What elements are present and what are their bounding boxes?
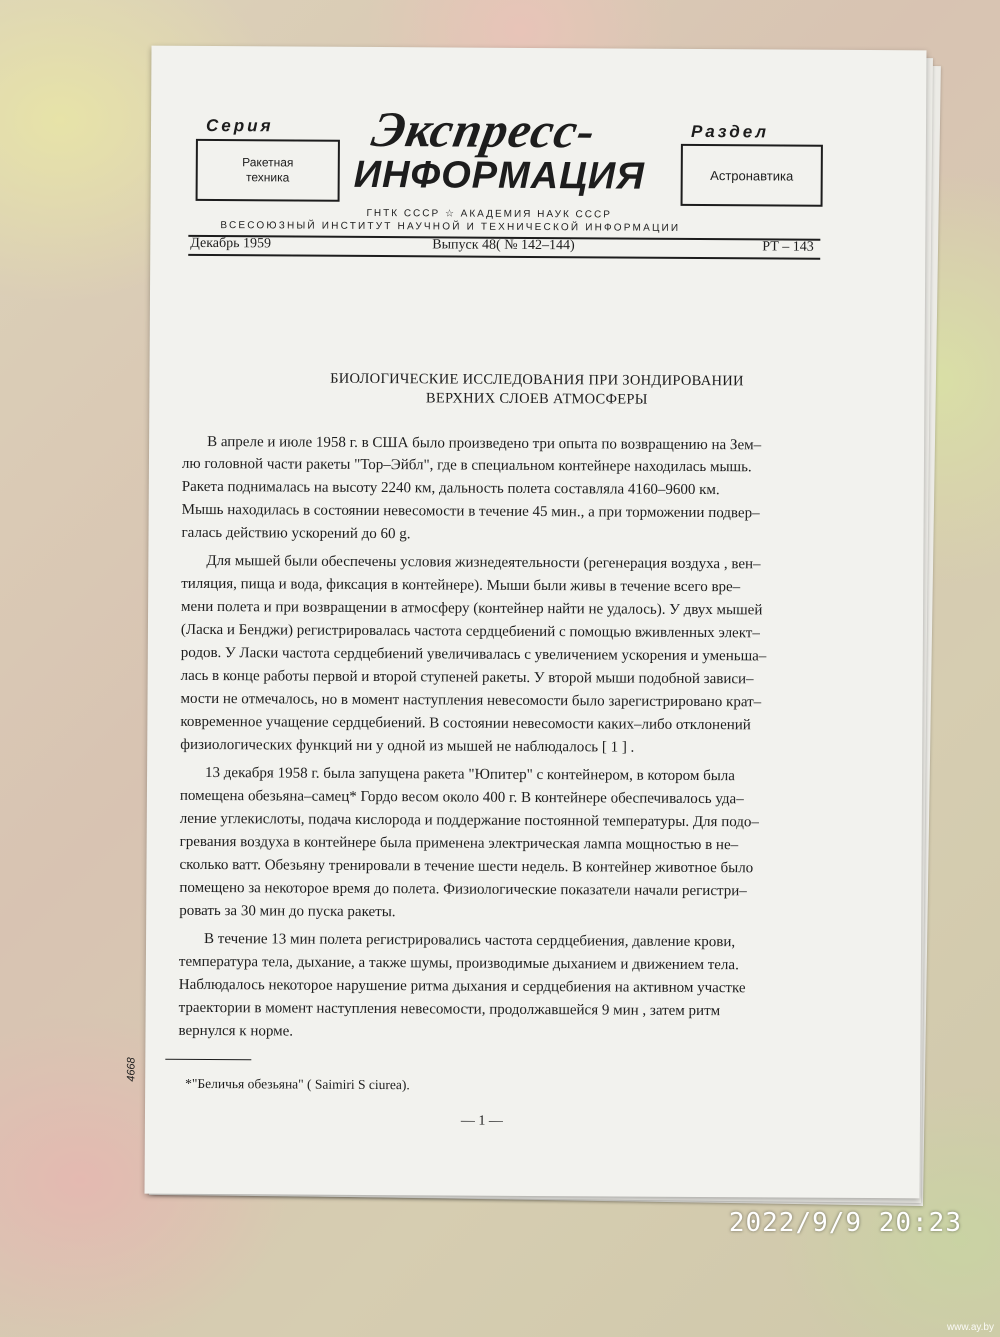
- article-title: [149, 369, 924, 412]
- body-line: Ракета поднималась на высоту 2240 км, дальность полета составляла 4160–9600 км.: [181, 478, 720, 499]
- margin-number: 4668: [125, 1057, 138, 1082]
- body-line: Для мышей были обеспечены условия жизнедеятельности (регенерация воздуха , вен–: [206, 552, 761, 573]
- series-value-line1: Ракетная: [242, 155, 294, 170]
- body-line: ровать за 30 мин до пуска ракеты.: [179, 902, 396, 921]
- body-line: мени полета и при возвращении в атмосферу (контейнер найти не удалось). У двух мышей: [181, 598, 763, 619]
- issue-date: Декабрь 1959: [190, 235, 272, 252]
- article-title-line2: ВЕРХНИХ СЛОЕВ АТМОСФЕРЫ: [425, 390, 648, 408]
- body-line: помещено за некоторое время до полета. Физиологические показатели начали регистри–: [179, 879, 747, 900]
- org-line2: ВСЕСОЮЗНЫЙ ИНСТИТУТ НАУЧНОЙ И ТЕХНИЧЕСКОЙ ИНФОРМАЦИИ: [220, 220, 681, 234]
- body-line: Наблюдалось некоторое нарушение ритма дыхания и сердцебиения на активном участке: [178, 976, 746, 997]
- body-line: физиологических функций ни у одной из мышей не наблюдалось [ 1 ] .: [180, 736, 635, 756]
- body-line: лась в конце работы первой и второй ступеней ракеты. У второй мыши подобной зависи–: [180, 667, 754, 688]
- body-line: ковременное учащение сердцебиений. В состоянии невесомости каких–либо отклонений: [180, 713, 751, 734]
- series-box: [196, 139, 340, 202]
- body-line: траектории в момент наступления невесомости, продолжавшейся 9 мин , затем ритм: [178, 999, 721, 1020]
- org-line1: ГНТК СССР ☆ АКАДЕМИЯ НАУК СССР: [366, 207, 612, 221]
- body-line: лю головной части ракеты "Тор–Эйбл", где в специальном контейнере находилась мышь.: [181, 455, 752, 476]
- footnote: *"Беличья обезьяна" ( Saimiri S ciurea).: [185, 1075, 410, 1093]
- article-title-line1: БИОЛОГИЧЕСКИЕ ИССЛЕДОВАНИЯ ПРИ ЗОНДИРОВАНИИ: [330, 370, 744, 390]
- body-line: гревания воздуха в контейнере была применена электрическая лампа мощностью в не–: [179, 833, 739, 854]
- photo-timestamp: 2022/9/9 20:23: [728, 1208, 962, 1238]
- section-value: Астронавтика: [710, 167, 794, 184]
- body-line: В апреле и июле 1958 г. в США было произведено три опыта по возвращению на Зем–: [207, 433, 762, 454]
- title-line2: ИНФОРМАЦИЯ: [353, 153, 646, 198]
- section-label: Раздел: [690, 121, 770, 142]
- body-line: тиляция, пища и вода, фиксация в контейнере). Мыши были живы в течение всего вре–: [181, 575, 741, 596]
- body-line: В течение 13 мин полета регистрировались частота сердцебиения, давление крови,: [204, 930, 736, 951]
- body-line: (Ласка и Бенджи) регистрировалась частота сердцебиений с помощью вживленных элект–: [180, 621, 760, 642]
- header-bottom-rule: [188, 254, 820, 260]
- title-line1: Экспресс-: [367, 101, 601, 159]
- body-line: 13 декабря 1958 г. была запущена ракета "Юпитер" с контейнером, в котором была: [205, 764, 736, 785]
- body-line: вернулся к норме.: [178, 1022, 294, 1040]
- body-line: сколько ватт. Обезьяну тренировали в течение шести недель. В контейнер животное было: [179, 856, 754, 877]
- site-watermark: www.ay.by: [946, 1322, 994, 1333]
- body-line: ление углекислоты, подача кислорода и поддержание постоянной температуры. Для подо–: [179, 810, 760, 831]
- issue-number: Выпуск 48( № 142–144): [432, 237, 575, 254]
- series-label: Серия: [205, 115, 274, 136]
- document-code: РТ – 143: [762, 239, 814, 255]
- body-line: родов. У Ласки частота сердцебиений увеличивалась с увеличением ускорения и уменьша–: [180, 644, 767, 665]
- body-line: помещена обезьяна–самец* Гордо весом около 400 г. В контейнере обеспечивалось уда–: [179, 787, 744, 808]
- document-page: [125, 46, 927, 1199]
- page-number: — 1 —: [460, 1113, 503, 1129]
- body-line: галась действию ускорений до 60 g.: [181, 524, 411, 543]
- footnote-rule: [165, 1059, 251, 1061]
- body-line: Мышь находилась в состоянии невесомости в течение 45 мин., а при торможении подвер–: [181, 501, 760, 522]
- body-line: температура тела, дыхание, а также шумы, производимые дыханием и движением тела.: [178, 953, 739, 974]
- body-line: мости не отмечалось, но в момент наступления невесомости было зарегистрировано крат–: [180, 690, 762, 711]
- section-box: [681, 144, 823, 207]
- series-value-line2: техника: [246, 170, 290, 185]
